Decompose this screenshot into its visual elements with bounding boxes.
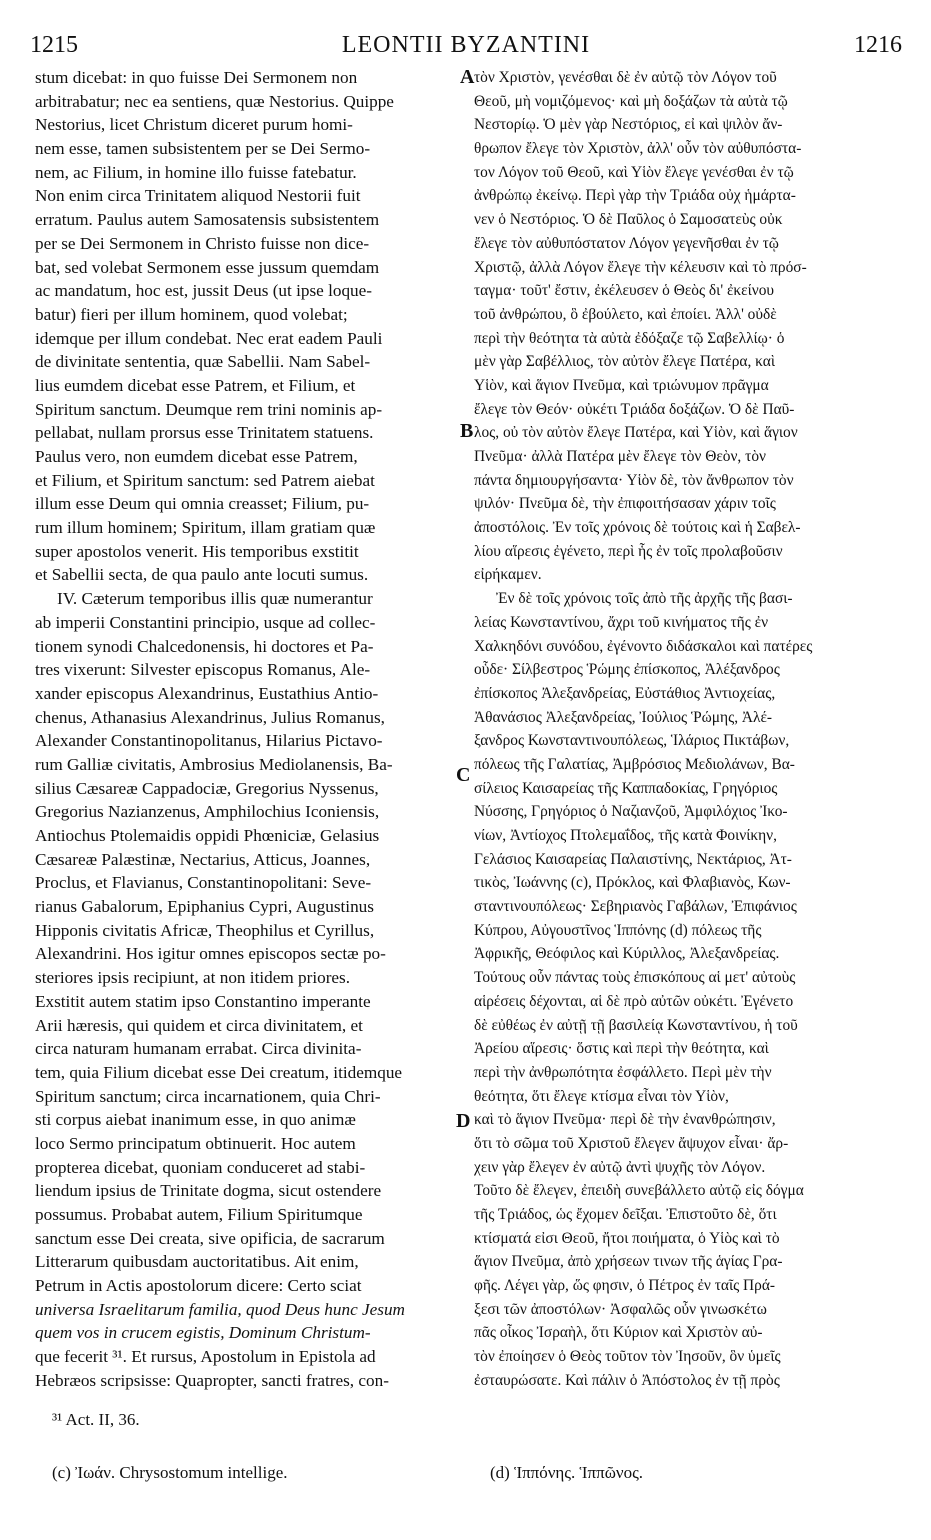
greek-text-line: Κύπρου, Αὐγουστῖνος Ἱππόνης (d) πόλεως τῆς bbox=[474, 921, 762, 939]
margin-marker-a: A bbox=[460, 66, 475, 88]
latin-text-line: Proclus, et Flavianus, Constantinopolitani: Seve- bbox=[35, 873, 372, 893]
latin-text-line: illum esse Deum qui omnia creasset; Filium, pu- bbox=[35, 494, 370, 514]
latin-text-line: Spiritum sanctum. Deumque rem trini nominis ap- bbox=[35, 399, 383, 419]
latin-text-line: nem esse, tamen subsistentem per se Dei Sermo- bbox=[35, 139, 371, 159]
greek-text-line: θεότητα, ὅτι ἔλεγε κτίσμα εἶναι τὸν Υἱὸν, bbox=[474, 1087, 729, 1105]
greek-text-line: νεν ὁ Νεστόριος. Ὁ δὲ Παῦλος ὁ Σαμοσατεὺς οὐκ bbox=[474, 211, 783, 229]
latin-text-line: lius eumdem dicebat esse Patrem, et Filium, et bbox=[35, 375, 356, 395]
greek-text-line: ἅγιον Πνεῦμα, ἀπὸ χρήσεων τινων τῆς ἁγίας Γρα- bbox=[474, 1253, 783, 1271]
latin-text-line: de divinitate sententia, quæ Sabellii. Nam Sabel- bbox=[35, 352, 371, 372]
greek-text-line: ξανδρος Κωνσταντινουπόλεως, Ἱλάριος Πικτάβων, bbox=[474, 732, 790, 750]
greek-text-line: θρωπον ἔλεγε τὸν Χριστὸν, ἀλλ' οὖν τὸν αὐθυπόστα- bbox=[474, 140, 802, 158]
greek-text-line: τὸν ἐποίησεν ὁ Θεὸς τοῦτον τὸν Ἰησοῦν, ὃν ὑμεῖς bbox=[474, 1348, 781, 1366]
latin-text-line: ab imperii Constantini principio, usque ad collec- bbox=[35, 612, 376, 632]
latin-text-line: quem vos in crucem egistis, Dominum Christum- bbox=[35, 1323, 371, 1343]
greek-text-line: πάντα δημιουργήσαντα· Υἱὸν δὲ, τὸν ἄνθρωπον τὸν bbox=[474, 471, 794, 489]
greek-text-line: Νεστορίῳ. Ὁ μὲν γὰρ Νεστόριος, εἰ καὶ ψιλὸν ἄν- bbox=[474, 116, 783, 134]
latin-text-line: Petrum in Actis apostolorum dicere: Certo sciat bbox=[35, 1276, 362, 1296]
latin-text-line: rum Galliæ civitatis, Ambrosius Mediolanensis, Ba- bbox=[35, 754, 393, 774]
latin-column bbox=[35, 66, 456, 1393]
latin-text-line: liendum ipsius de Trinitate dogma, sicut ostendere bbox=[35, 1181, 382, 1201]
latin-text-line: stum dicebat: in quo fuisse Dei Sermonem non bbox=[35, 68, 358, 87]
latin-text-line: propterea dicebat, quoniam conduceret ad stabi- bbox=[35, 1157, 366, 1177]
greek-text-line: ξεσι τῶν ἀποστόλων· Ἀσφαλῶς οὖν γινωσκέτω bbox=[474, 1300, 767, 1318]
margin-marker-c: C bbox=[456, 764, 471, 786]
latin-text-line: ac mandatum, hoc est, jussit Deus (ut ipse loque- bbox=[35, 281, 372, 301]
greek-text-line: λίου αἵρεσις ἐγένετο, περὶ ἧς ἐν τοῖς προλαβοῦσιν bbox=[474, 542, 783, 560]
greek-text-line: Γελάσιος Καισαρείας Παλαιστίνης, Νεκτάριος, Ἀτ- bbox=[474, 850, 792, 868]
footnote-reference: ³¹ Act. II, 36. bbox=[52, 1410, 140, 1429]
greek-text-line: σταντινουπόλεως· Σεβηριανὸς Γαβάλων, Ἐπιφάνιος bbox=[474, 898, 797, 916]
page-number-right: 1216 bbox=[854, 32, 902, 58]
greek-text-line: οὗδε· Σίλβεστρος Ῥώμης ἐπίσκοπος, Ἀλέξανδρος bbox=[474, 661, 780, 679]
footnote-d: (d) Ἱππόνης. Ἱππῶνος. bbox=[490, 1463, 644, 1482]
greek-text-line: τὸν Χριστὸν, γενέσθαι δὲ ἐν αὐτῷ τὸν Λόγον τοῦ bbox=[474, 69, 777, 86]
latin-text-line: Exstitit autem statim ipso Constantino imperante bbox=[35, 991, 371, 1011]
latin-text-line: Litterarum quibusdam auctoritatibus. Ait enim, bbox=[35, 1252, 359, 1272]
greek-text-line: σίλειος Καισαρείας τῆς Καππαδοκίας, Γρηγόριος bbox=[474, 779, 778, 797]
greek-text-line: νίων, Ἀντίοχος Πτολεμαΐδος, τῆς κατὰ Φοινίκην, bbox=[474, 827, 777, 844]
greek-text-line: δὲ εὐθέως ἐν αὐτῇ τῇ βασιλείᾳ Κωνσταντίνου, ἡ τοῦ bbox=[474, 1016, 798, 1034]
greek-text-line: ἀποστόλοις. Ἐν τοῖς χρόνοις δὲ τούτοις καὶ ἡ Σαβελ- bbox=[474, 519, 801, 537]
latin-text-line: chenus, Athanasius Alexandrinus, Julius Romanus, bbox=[35, 707, 385, 727]
greek-text-line: ἔλεγε τὸν αὐθυπόστατον Λόγον γεγενῆσθαι ἐν τῷ bbox=[474, 234, 779, 252]
greek-text-line: κτίσματά εἰσι Θεοῦ, ἤτοι ποιήματα, ὁ Υἱὸς καὶ τὸ bbox=[474, 1229, 780, 1247]
greek-text-line: Υἱὸν, καὶ ἅγιον Πνεῦμα, καὶ τριώνυμον πρᾶγμα bbox=[474, 376, 769, 394]
latin-text-line: Alexander Constantinopolitanus, Hilarius Pictavo- bbox=[35, 731, 383, 751]
latin-text-line: Arii hæresis, qui quidem et circa divinitatem, et bbox=[35, 1015, 363, 1035]
latin-text-line: Hebræos scripsisse: Quapropter, sancti fratres, con- bbox=[35, 1370, 389, 1390]
greek-text-line: Τούτους οὖν πάντας τοὺς ἐπισκόπους αἱ μετ' αὐτοὺς bbox=[474, 969, 796, 987]
greek-text-line: Θεοῦ, μὴ νομιζόμενος· καὶ μὴ δοξάζων τὰ αὐτὰ τῷ bbox=[474, 92, 788, 110]
page-number-left: 1215 bbox=[30, 32, 78, 58]
latin-text-line: que fecerit ³¹. Et rursus, Apostolum in Epistola ad bbox=[35, 1347, 376, 1367]
latin-text-line: idemque per illum condebat. Nec erat eadem Pauli bbox=[35, 328, 383, 348]
margin-marker-d: D bbox=[456, 1110, 471, 1132]
greek-text-line: Πνεῦμα· ἀλλὰ Πατέρα μὲν ἔλεγε τὸν Θεὸν, τὸν bbox=[474, 448, 766, 465]
greek-text-line: τικὸς, Ἰωάννης (c), Πρόκλος, καὶ Φλαβιανὸς, Κων- bbox=[474, 874, 791, 892]
greek-text-line: χειν γὰρ ἔλεγεν ἐν αὐτῷ ἀντὶ ψυχῆς τὸν Λόγον. bbox=[474, 1158, 766, 1176]
greek-text-line: Νύσσης, Γρηγόριος ὁ Ναζιανζοῦ, Ἀμφιλόχιος Ἰκο- bbox=[474, 803, 788, 821]
latin-text-line: nem, ac Filium, in homine illo fuisse fatebatur. bbox=[35, 162, 357, 182]
page-header bbox=[30, 32, 902, 62]
latin-text-line: universa Israelitarum familia, quod Deus hunc Jesum bbox=[35, 1299, 405, 1319]
latin-text-line: Gregorius Nazianzenus, Amphilochius Iconiensis, bbox=[35, 802, 380, 822]
latin-text-line: et Sabellii secta, de qua paulo ante locuti sumus. bbox=[35, 565, 369, 585]
greek-text-line: καὶ τὸ ἅγιον Πνεῦμα· περὶ δὲ τὴν ἐνανθρώπησιν, bbox=[474, 1111, 776, 1129]
greek-text-line: ἐσταυρώσατε. Καὶ πάλιν ὁ Ἀπόστολος ἐν τῇ πρὸς bbox=[474, 1371, 780, 1389]
greek-text-line: ψιλόν· Πνεῦμα δὲ, τὴν ἐπιφοιτήσασαν χάριν τοῖς bbox=[474, 495, 776, 513]
latin-text-line: silius Cæsareæ Cappadociæ, Gregorius Nyssenus, bbox=[35, 778, 379, 798]
greek-text-line: περὶ τὴν θεότητα τὰ αὐτὰ ἐδόξαζε τῷ Σαβελλίῳ· ὁ bbox=[474, 329, 785, 347]
greek-text-line: εἰρήκαμεν. bbox=[474, 566, 542, 584]
greek-text-line: ὅτι τὸ σῶμα τοῦ Χριστοῦ ἔλεγεν ἄψυχον εἶναι· ἄρ- bbox=[474, 1134, 789, 1152]
greek-text-line: Χαλκηδόνι συνόδου, ἐγένοντο διδάσκαλοι καὶ πατέρες bbox=[474, 637, 813, 655]
latin-text-line: possumus. Probabat autem, Filium Spiritumque bbox=[35, 1205, 363, 1224]
latin-text-line: arbitrabatur; nec ea sentiens, quæ Nestorius. Quippe bbox=[35, 91, 394, 111]
greek-text-line: περὶ τὴν ἀνθρωπότητα ἐσφάλλετο. Περὶ μὲν τὴν bbox=[474, 1063, 772, 1081]
latin-text-line: bat, sed volebat Sermonem esse jussum quemdam bbox=[35, 257, 380, 277]
latin-text-line: rum illum hominem; Spiritum, illam gratiam quæ bbox=[35, 518, 376, 538]
greek-text-line: πόλεως τῆς Γαλατίας, Ἀμβρόσιος Μεδιολάνων, Βα- bbox=[474, 755, 795, 773]
latin-text-line: batur) fieri per illum hominem, quod volebat; bbox=[35, 304, 348, 324]
greek-text-line: λείας Κωνσταντίνου, ἄχρι τοῦ κινήματος τῆς ἐν bbox=[474, 613, 769, 631]
greek-text-line: ἔλεγε τὸν Θεόν· οὐκέτι Τριάδα δοξάζων. Ὁ δὲ Παῦ- bbox=[474, 400, 795, 418]
margin-marker-b: B bbox=[460, 420, 474, 442]
greek-text-line: Ἀφρικῆς, Θεόφιλος καὶ Κύριλλος, Ἀλεξανδρείας. bbox=[474, 945, 780, 963]
greek-column bbox=[474, 66, 902, 1393]
latin-text-line: Nestorius, licet Christum diceret purum homi- bbox=[35, 115, 353, 135]
latin-text-line: erratum. Paulus autem Samosatensis subsistentem bbox=[35, 210, 380, 230]
latin-text-line: Alexandrini. Hos igitur omnes episcopos sectæ po- bbox=[35, 944, 386, 964]
greek-text-line: ἀνθρώπῳ ἐκείνῳ. Περὶ γὰρ τὴν Τριάδα οὐχ ἡμάρτα- bbox=[474, 187, 796, 205]
latin-text-line: circa naturam humanam errabat. Circa divinita- bbox=[35, 1039, 362, 1059]
latin-text-line: tionem synodi Chalcedonensis, hi doctores et Pa- bbox=[35, 636, 374, 656]
greek-text-line: Ἀθανάσιος Ἀλεξανδρείας, Ἰούλιος Ῥώμης, Ἀλέ- bbox=[474, 708, 773, 726]
latin-text-line: Cæsareæ Palæstinæ, Nectarius, Atticus, Joannes, bbox=[35, 849, 371, 869]
latin-text-line: Paulus vero, non eumdem dicebat esse Patrem, bbox=[35, 447, 358, 466]
latin-text-line: tem, quia Filium dicebat esse Dei creatum, itidemque bbox=[35, 1062, 403, 1082]
latin-text-line: super apostolos venerit. His temporibus exstitit bbox=[35, 541, 359, 561]
greek-text-line: μὲν γὰρ Σαβέλλιος, τὸν αὐτὸν ἔλεγε Πατέρα, καὶ bbox=[474, 353, 775, 371]
latin-text-line: sti corpus aiebat inanimum esse, in quo animæ bbox=[35, 1110, 356, 1130]
greek-text-line: τοῦ ἀνθρώπου, ὃ ἐβούλετο, καὶ ἐποίει. Ἀλλ' οὐδὲ bbox=[474, 305, 777, 323]
greek-text-line: ταγμα· τοῦτ' ἔστιν, ἐκέλευσεν ὁ Θεὸς δι' ἐκείνου bbox=[474, 282, 775, 300]
latin-text-line: et Filium, et Spiritum sanctum: sed Patrem aiebat bbox=[35, 470, 375, 490]
latin-text-line: xander episcopus Alexandrinus, Eustathius Antio- bbox=[35, 683, 379, 703]
latin-text-line: Spiritum sanctum; circa incarnationem, quia Chri- bbox=[35, 1086, 381, 1106]
greek-text-line: Χριστῷ, ἀλλὰ Λόγον ἔλεγε τὴν κέλευσιν καὶ τὸ πρόσ- bbox=[474, 258, 807, 276]
latin-text-line: pellabat, nullam prorsus esse Trinitatem statuens. bbox=[35, 423, 374, 443]
greek-text-line: αἱρέσεις δέχονται, αἱ δὲ πρὸ αὐτῶν οὐκέτι. Ἐγένετο bbox=[474, 992, 794, 1010]
greek-text-line: φῆς. Λέγει γὰρ, ὥς φησιν, ὁ Πέτρος ἐν ταῖς Πρά- bbox=[474, 1277, 776, 1295]
latin-text-line: sanctum esse Dei creata, sive opificia, de sacrarum bbox=[35, 1228, 385, 1248]
greek-text-line: Τοῦτο δὲ ἔλεγεν, ἐπειδὴ συνεβάλλετο αὐτῷ εἰς δόγμα bbox=[474, 1182, 804, 1200]
footnote-c: (c) Ἰωάν. Chrysostomum intellige. bbox=[52, 1463, 288, 1482]
greek-text-line: τον Λόγον τοῦ Θεοῦ, καὶ Υἱὸν ἔλεγε γενέσθαι ἐν τῷ bbox=[474, 163, 794, 181]
latin-text-line: loco Sermo principatum obtinuerit. Hoc autem bbox=[35, 1133, 356, 1153]
latin-text-line: Antiochus Ptolemaidis oppidi Phœniciæ, Gelasius bbox=[35, 826, 380, 845]
latin-text-line: IV. Cæterum temporibus illis quæ numerantur bbox=[57, 589, 373, 609]
greek-text-line: πᾶς οἶκος Ἰσραὴλ, ὅτι Κύριον καὶ Χριστὸν αὐ- bbox=[474, 1324, 763, 1342]
greek-text-line: λος, οὐ τὸν αὐτὸν ἔλεγε Πατέρα, καὶ Υἱὸν, καὶ ἅγιον bbox=[474, 424, 798, 442]
greek-text-line: ἐπίσκοπος Ἀλεξανδρείας, Εὐστάθιος Ἀντιοχείας, bbox=[474, 684, 776, 702]
latin-text-line: per se Dei Sermonem in Christo fuisse non dice- bbox=[35, 233, 370, 253]
greek-text-line: Ἀρείου αἵρεσις· ὅστις καὶ περὶ τὴν θεότητα, καὶ bbox=[474, 1040, 769, 1058]
greek-text-line: τῆς Τριάδος, ὡς ἔχομεν δεῖξαι. Ἐπιστοῦτο δὲ, ὅτι bbox=[474, 1206, 777, 1223]
latin-text-line: steriores ipsis recipiunt, at non itidem priores. bbox=[35, 968, 351, 988]
latin-text-line: tres vixerunt: Silvester episcopus Romanus, Ale- bbox=[35, 660, 371, 680]
latin-text-line: rianus Gabalorum, Epiphanius Cypri, Augustinus bbox=[35, 897, 374, 917]
greek-text-line: Ἐν δὲ τοῖς χρόνοις τοῖς ἀπὸ τῆς ἀρχῆς τῆς βασι- bbox=[496, 590, 793, 608]
running-title: LEONTII BYZANTINI bbox=[341, 32, 591, 58]
latin-text-line: Non enim circa Trinitatem aliquod Nestorii fuit bbox=[35, 186, 361, 206]
latin-text-line: Hipponis civitatis Africæ, Theophilus et Cyrillus, bbox=[35, 920, 375, 940]
